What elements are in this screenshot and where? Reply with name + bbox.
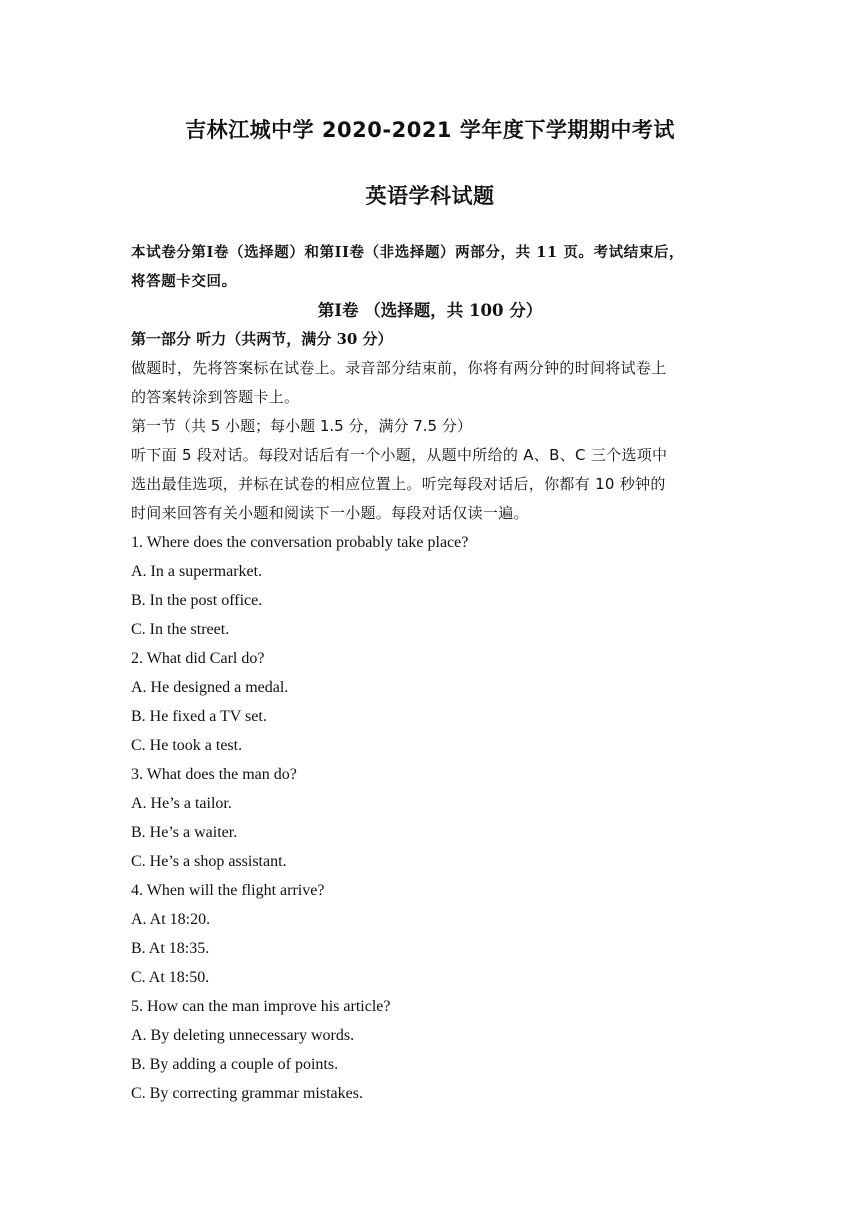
listening-instructions — [131, 354, 731, 412]
answer-option: C. At 18:50. — [131, 969, 210, 986]
intro-paragraph — [131, 238, 731, 296]
answer-option: C. In the street. — [131, 621, 230, 638]
answer-option: B. In the post office. — [131, 592, 263, 609]
part-heading: 第一部分 听力（共两节，满分 30 分） — [131, 330, 393, 348]
answer-option: A. He designed a medal. — [131, 679, 289, 696]
question-stem: 1. Where does the conversation probably take place? — [131, 534, 469, 551]
instruction-line: 时间来回答有关小题和阅读下一小题。每段对话仅读一遍。 — [131, 504, 529, 522]
answer-option: A. He’s a tailor. — [131, 795, 232, 812]
answer-option: B. By adding a couple of points. — [131, 1056, 339, 1073]
section-heading: 第I卷 （选择题，共 100 分） — [317, 301, 543, 320]
instruction-line: 选出最佳选项，并标在试卷的相应位置上。听完每段对话后，你都有 10 秒钟的 — [131, 475, 666, 493]
instruction-line: 的答案转涂到答题卡上。 — [131, 388, 300, 406]
intro-line: 将答题卡交回。 — [131, 273, 237, 290]
dialog-instructions — [131, 441, 731, 528]
answer-option: A. At 18:20. — [131, 911, 211, 928]
answer-option: B. At 18:35. — [131, 940, 210, 957]
question-list — [131, 528, 731, 1108]
answer-option: B. He’s a waiter. — [131, 824, 238, 841]
exam-title: 吉林江城中学 2020-2021 学年度下学期期中考试 — [185, 118, 675, 142]
question-stem: 5. How can the man improve his article? — [131, 998, 391, 1015]
answer-option: C. By correcting grammar mistakes. — [131, 1085, 363, 1102]
question-stem: 3. What does the man do? — [131, 766, 297, 783]
intro-line: 本试卷分第I卷（选择题）和第II卷（非选择题）两部分，共 11 页。考试结束后， — [131, 244, 685, 261]
instruction-line: 做题时，先将答案标在试卷上。录音部分结束前，你将有两分钟的时间将试卷上 — [131, 359, 667, 377]
answer-option: A. In a supermarket. — [131, 563, 263, 580]
answer-option: C. He’s a shop assistant. — [131, 853, 287, 870]
question-stem: 4. When will the flight arrive? — [131, 882, 325, 899]
answer-option: A. By deleting unnecessary words. — [131, 1027, 355, 1044]
subsection-heading: 第一节（共 5 小题；每小题 1.5 分，满分 7.5 分） — [131, 417, 472, 435]
answer-option: B. He fixed a TV set. — [131, 708, 267, 725]
instruction-line: 听下面 5 段对话。每段对话后有一个小题，从题中所给的 A、B、C 三个选项中 — [131, 446, 668, 464]
exam-subtitle: 英语学科试题 — [365, 184, 495, 208]
answer-option: C. He took a test. — [131, 737, 243, 754]
question-stem: 2. What did Carl do? — [131, 650, 265, 667]
